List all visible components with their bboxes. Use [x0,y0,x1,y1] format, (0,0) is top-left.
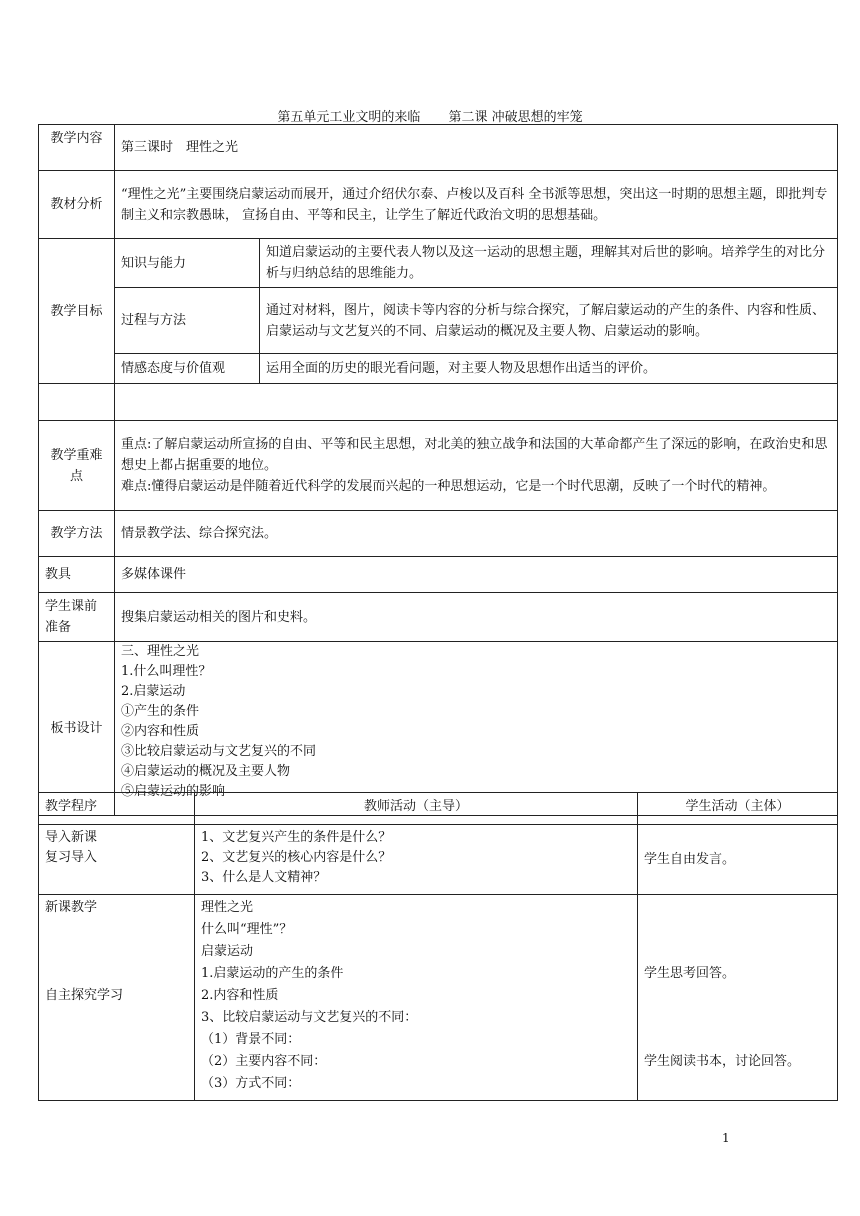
newlesson-student [638,895,838,1101]
newlesson-row [39,895,838,1101]
teacher-line: （3）方式不同： [201,1076,301,1091]
step-line: 自主探究学习 [45,988,124,1003]
keypoints-value [115,421,838,511]
header-student: 学生活动（主体） [638,793,838,825]
teacher-line: （2）主要内容不同： [201,1054,327,1069]
teacher-line: 启蒙运动 [201,944,254,959]
board-line: ①产生的条件 [121,704,200,719]
board-line: 1.什么叫理性？ [121,664,212,679]
student-line: 学生阅读书本，讨论回答。 [644,1054,801,1069]
prep-value: 搜集启蒙运动相关的图片和史料。 [115,593,838,642]
keypoints-label: 教学重难点 [39,421,115,511]
objective-text: 知道启蒙运动的主要代表人物以及这一运动的思想主题，理解其对后世的影响。培养学生的对比分析与归纳总结的思维能力。 [260,239,838,288]
board-line: ⑤启蒙运动的影响 [121,784,226,799]
content-value: 第三课时 理性之光 [115,125,838,171]
teacher-line: 什么叫“理性”？ [201,922,293,937]
header-step: 教学程序 [39,793,195,825]
step-line: 新课教学 [45,900,98,915]
lesson-title: 第二课 冲破思想的牢笼 [448,110,583,125]
board-line: 三、理性之光 [121,644,200,659]
teacher-line: 3、什么是人文精神？ [201,870,327,885]
intro-teacher [195,825,638,895]
procedure-header-row [39,793,838,825]
objective-name: 知识与能力 [115,239,260,288]
intro-row [39,825,838,895]
row-objective-attitude [39,354,838,384]
teacher-line: 1.启蒙运动的产生的条件 [201,966,344,981]
row-keypoints [39,421,838,511]
board-line: ④启蒙运动的概况及主要人物 [121,764,291,779]
teacher-line: 理性之光 [201,900,254,915]
intro-student: 学生自由发言。 [638,825,838,895]
unit-title: 第五单元工业文明的来临 [277,110,421,125]
objective-name: 情感态度与价值观 [115,354,260,384]
board-line: ②内容和性质 [121,724,200,739]
content-label: 教学内容 [39,125,115,171]
step-line: 导入新课 [45,830,98,845]
lesson-plan-table [38,124,838,816]
difficult-point: 难点:懂得启蒙运动是伴随着近代科学的发展而兴起的一种思想运动，它是一个时代思潮，反映了一个时代的精神。 [121,479,776,494]
row-analysis [39,171,838,239]
objectives-label: 教学目标 [39,239,115,384]
row-objective-process [39,288,838,354]
row-content [39,125,838,171]
analysis-label: 教材分析 [39,171,115,239]
row-tools [39,557,838,593]
row-prep [39,593,838,642]
row-objective-knowledge [39,239,838,288]
page-header [0,106,860,125]
board-line: ③比较启蒙运动与文艺复兴的不同 [121,744,317,759]
method-label: 教学方法 [39,511,115,557]
row-board [39,642,838,816]
tools-label: 教具 [39,557,115,593]
row-method [39,511,838,557]
row-gap [39,384,838,421]
objective-text: 通过对材料，图片，阅读卡等内容的分析与综合探究，了解启蒙运动的产生的条件、内容和性质、启蒙运动与文艺复兴的不同、启蒙运动的概况及主要人物、启蒙运动的影响。 [260,288,838,354]
board-value [115,642,838,816]
prep-label: 学生课前准备 [39,593,115,642]
intro-step [39,825,195,895]
objective-name: 过程与方法 [115,288,260,354]
newlesson-step [39,895,195,1101]
step-line: 复习导入 [45,850,98,865]
header-teacher: 教师活动（主导） [195,793,638,825]
teacher-line: 2、文艺复兴的核心内容是什么？ [201,850,392,865]
method-value: 情景教学法、综合探究法。 [115,511,838,557]
student-line: 学生思考回答。 [644,966,736,981]
teacher-line: 2.内容和性质 [201,988,279,1003]
newlesson-teacher [195,895,638,1101]
tools-value: 多媒体课件 [115,557,838,593]
board-label: 板书设计 [39,642,115,816]
teacher-line: （1）背景不同： [201,1032,301,1047]
key-point: 重点:了解启蒙运动所宣扬的自由、平等和民主思想，对北美的独立战争和法国的大革命都产生了深远的影响，在政治史和思想史上都占据重要的地位。 [121,437,828,473]
teacher-line: 1、文艺复兴产生的条件是什么？ [201,830,392,845]
teacher-line: 3、比较启蒙运动与文艺复兴的不同： [201,1010,418,1025]
page-number: 1 [722,1131,730,1145]
procedure-table [38,792,838,1101]
analysis-value: “理性之光”主要围绕启蒙运动而展开，通过介绍伏尔泰、卢梭以及百科 全书派等思想，突出这一时期的思想主题，即批判专制主义和宗教愚昧， 宣扬自由、平等和民主，让学生了解近代政治文明的思想基础。 [115,171,838,239]
objective-text: 运用全面的历史的眼光看问题，对主要人物及思想作出适当的评价。 [260,354,838,384]
board-line: 2.启蒙运动 [121,684,186,699]
